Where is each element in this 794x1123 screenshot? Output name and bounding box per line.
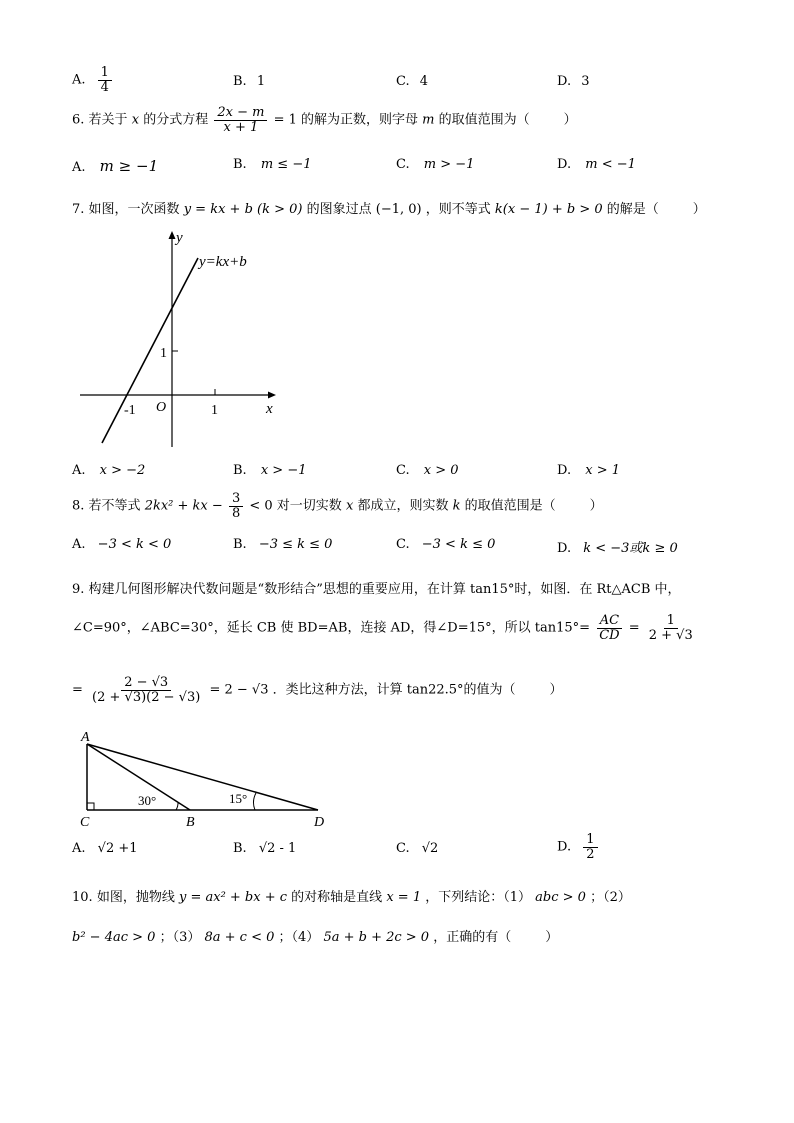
math-expr: = 1 (273, 112, 297, 128)
stem-text: ） (545, 930, 559, 945)
q8-stem (72, 492, 603, 520)
option-text: 3 (581, 74, 590, 89)
q9-option-c (396, 841, 438, 856)
option-text: k < −3或k ≥ 0 (583, 541, 678, 556)
option-letter: D. (557, 157, 572, 172)
stem-text: 如图，一次函数 (88, 202, 180, 217)
option-text: −3 < k < 0 (97, 537, 172, 552)
math-expr: x = 1 (386, 890, 422, 905)
option-letter: A. (72, 160, 86, 175)
q5-option-c (396, 74, 428, 89)
q7-option-a (72, 463, 145, 478)
stem-text: 的取值范围是（ (464, 498, 556, 514)
q6-stem (72, 106, 577, 134)
option-text: −3 ≤ k ≤ 0 (258, 537, 333, 552)
tick-label-x1: 1 (211, 403, 218, 418)
denominator: 2 (586, 846, 595, 862)
math-expr: 8a + c < 0 (204, 930, 275, 945)
stem-text: 的对称轴是直线 (291, 890, 383, 905)
angle-15-label: 15° (229, 791, 248, 806)
option-text: √2 (421, 841, 439, 856)
q10-line1 (72, 886, 631, 905)
option-text: 1 (256, 74, 266, 89)
question-number: 10. (72, 890, 93, 905)
q7-option-d (557, 463, 620, 478)
option-text: m ≤ −1 (260, 157, 312, 172)
vertex-b-label: B (186, 815, 195, 829)
option-text: √2 - 1 (258, 841, 297, 856)
stem-text: 的解是（ (606, 202, 659, 217)
q8-option-a (72, 537, 171, 552)
option-letter: B. (233, 841, 247, 856)
option-letter: B. (233, 537, 247, 552)
option-text: x > −1 (260, 463, 307, 478)
option-letter: A. (72, 537, 86, 552)
q5-option-d (557, 74, 590, 89)
q6-option-c (396, 157, 474, 172)
stem-text: 如图，抛物线 (96, 890, 175, 905)
q9-line3 (72, 676, 563, 704)
question-number: 6. (72, 112, 85, 128)
math-expr: (−1, 0) (375, 202, 422, 217)
stem-text: 若关于 (88, 112, 128, 128)
math-var: x (131, 112, 140, 128)
option-letter: D. (557, 463, 572, 478)
math-var: k (452, 498, 461, 514)
vertex-a-label: A (81, 730, 90, 745)
q10-line2 (72, 926, 558, 945)
vertex-d-label: D (314, 815, 325, 829)
option-letter: C. (396, 157, 410, 172)
stem-text: ；（3） (159, 930, 201, 945)
q7-option-b (233, 463, 306, 478)
segment-ad (87, 744, 318, 810)
numerator: AC (597, 614, 622, 629)
math-expr: 5a + b + 2c > 0 (323, 930, 430, 945)
q7-option-c (396, 463, 459, 478)
tick-label-y1: 1 (160, 346, 167, 361)
q9-option-d (557, 833, 600, 861)
fraction (98, 66, 112, 94)
option-text: m > −1 (423, 157, 475, 172)
right-angle-mark (87, 803, 94, 810)
math-expr: y = ax² + bx + c (178, 890, 288, 905)
q9-line2 (72, 614, 698, 642)
math-expr: < 0 (249, 498, 273, 514)
angle-30-arc (176, 802, 178, 810)
denominator: x + 1 (223, 119, 259, 135)
q9-option-a (72, 841, 138, 856)
question-number: 7. (72, 202, 85, 217)
numerator: 2 − √3 (121, 676, 171, 691)
q6-option-d (557, 157, 636, 172)
stem-text: ） (692, 202, 706, 217)
stem-text: ．类比这种方法，计算 tan22.5°的值为（ (272, 682, 516, 698)
numerator: 1 (98, 66, 112, 81)
numerator: 2x − m (214, 106, 267, 121)
q9-option-b (233, 841, 296, 856)
x-axis-arrow (268, 392, 276, 399)
stem-text: ） (563, 112, 577, 128)
q7-stem (72, 198, 706, 217)
option-letter: C. (396, 537, 410, 552)
denominator: CD (599, 627, 620, 643)
option-text: x > −2 (99, 463, 146, 478)
fraction (229, 492, 243, 520)
function-line (102, 258, 198, 443)
stem-text: 若不等式 (88, 498, 141, 514)
fraction (596, 614, 622, 642)
q9-line1 (72, 578, 681, 597)
q6-option-a (72, 157, 158, 175)
q9-triangle-figure (75, 727, 335, 829)
q8-option-c (396, 537, 495, 552)
question-number: 9. (72, 582, 85, 597)
math-expr: b² − 4ac > 0 (72, 930, 156, 945)
stem-text: 的取值范围为（ (438, 112, 530, 128)
q6-option-b (233, 157, 311, 172)
stem-text: 构建几何图形解决代数问题是“数形结合”思想的重要应用，在计算 tan15°时，如图．在 Rt△ACB 中， (88, 582, 681, 597)
line-label: y=kx+b (199, 254, 247, 270)
fraction (583, 833, 597, 861)
stem-text: ） (549, 682, 563, 698)
stem-text: ，下列结论：（1） (425, 890, 532, 905)
stem-text: 的解为正数，则字母 (301, 112, 419, 128)
option-text: 4 (419, 74, 429, 89)
option-text: √2 +1 (97, 841, 138, 856)
denominator: 2 + √3 (648, 627, 693, 643)
fraction (214, 106, 267, 134)
option-letter: A. (72, 72, 86, 88)
option-text: m < −1 (585, 157, 636, 172)
option-text: m ≥ −1 (99, 157, 159, 175)
math-expr: 2kx² + kx − (144, 498, 223, 514)
numerator: 1 (583, 833, 597, 848)
stem-text: 的分式方程 (143, 112, 209, 128)
option-letter: B. (233, 157, 247, 172)
numerator: 3 (229, 492, 243, 507)
stem-text: ；（2） (590, 890, 631, 905)
option-letter: B. (233, 74, 247, 89)
denominator: (2 + √3)(2 − √3) (92, 689, 201, 705)
stem-text: ；（4） (278, 930, 320, 945)
math-expr: k(x − 1) + b > 0 (494, 202, 603, 217)
stem-text: ，正确的有（ (433, 930, 512, 945)
option-letter: D. (557, 541, 572, 556)
numerator: 1 (664, 614, 678, 629)
option-text: −3 < k ≤ 0 (421, 537, 496, 552)
origin-label: O (156, 400, 167, 415)
option-letter: D. (557, 74, 572, 89)
angle-30-label: 30° (138, 793, 157, 808)
y-axis-label: y (176, 230, 183, 246)
q5-option-b (233, 74, 265, 89)
fraction (646, 614, 696, 642)
math-expr: = (72, 682, 83, 698)
q7-graph (70, 225, 290, 453)
option-letter: A. (72, 841, 86, 856)
tick-label-xm1: -1 (124, 403, 136, 418)
option-letter: C. (396, 841, 410, 856)
math-expr: y = kx + b (k > 0) (183, 202, 303, 217)
option-letter: C. (396, 74, 410, 89)
x-axis-label: x (266, 401, 273, 417)
stem-text: 都成立，则实数 (357, 498, 449, 514)
math-expr: = (628, 620, 640, 636)
denominator: 4 (100, 79, 109, 95)
vertex-c-label: C (80, 815, 90, 829)
stem-text: ∠C=90°，∠ABC=30°，延长 CB 使 BD=AB，连接 AD，得∠D=15°，所以 tan15°= (72, 620, 591, 636)
fraction (89, 676, 203, 704)
y-axis-arrow (169, 231, 176, 239)
option-letter: B. (233, 463, 247, 478)
stem-text: 的图象过点 (306, 202, 372, 217)
q8-option-d (557, 537, 678, 556)
math-var: x (345, 498, 354, 514)
option-letter: C. (396, 463, 410, 478)
math-var: m (422, 112, 435, 128)
stem-text: 对一切实数 (276, 498, 342, 514)
option-letter: A. (72, 463, 86, 478)
denominator: 8 (231, 505, 241, 521)
angle-15-arc (254, 793, 256, 810)
q5-option-a (72, 66, 114, 94)
question-number: 8. (72, 498, 85, 514)
option-text: x > 1 (585, 463, 620, 478)
option-text: x > 0 (423, 463, 459, 478)
option-letter: D. (557, 839, 572, 855)
stem-text: ，则不等式 (425, 202, 491, 217)
math-expr: = 2 − √3 (209, 682, 269, 698)
math-expr: abc > 0 (535, 890, 586, 905)
q8-option-b (233, 537, 332, 552)
stem-text: ） (589, 498, 603, 514)
